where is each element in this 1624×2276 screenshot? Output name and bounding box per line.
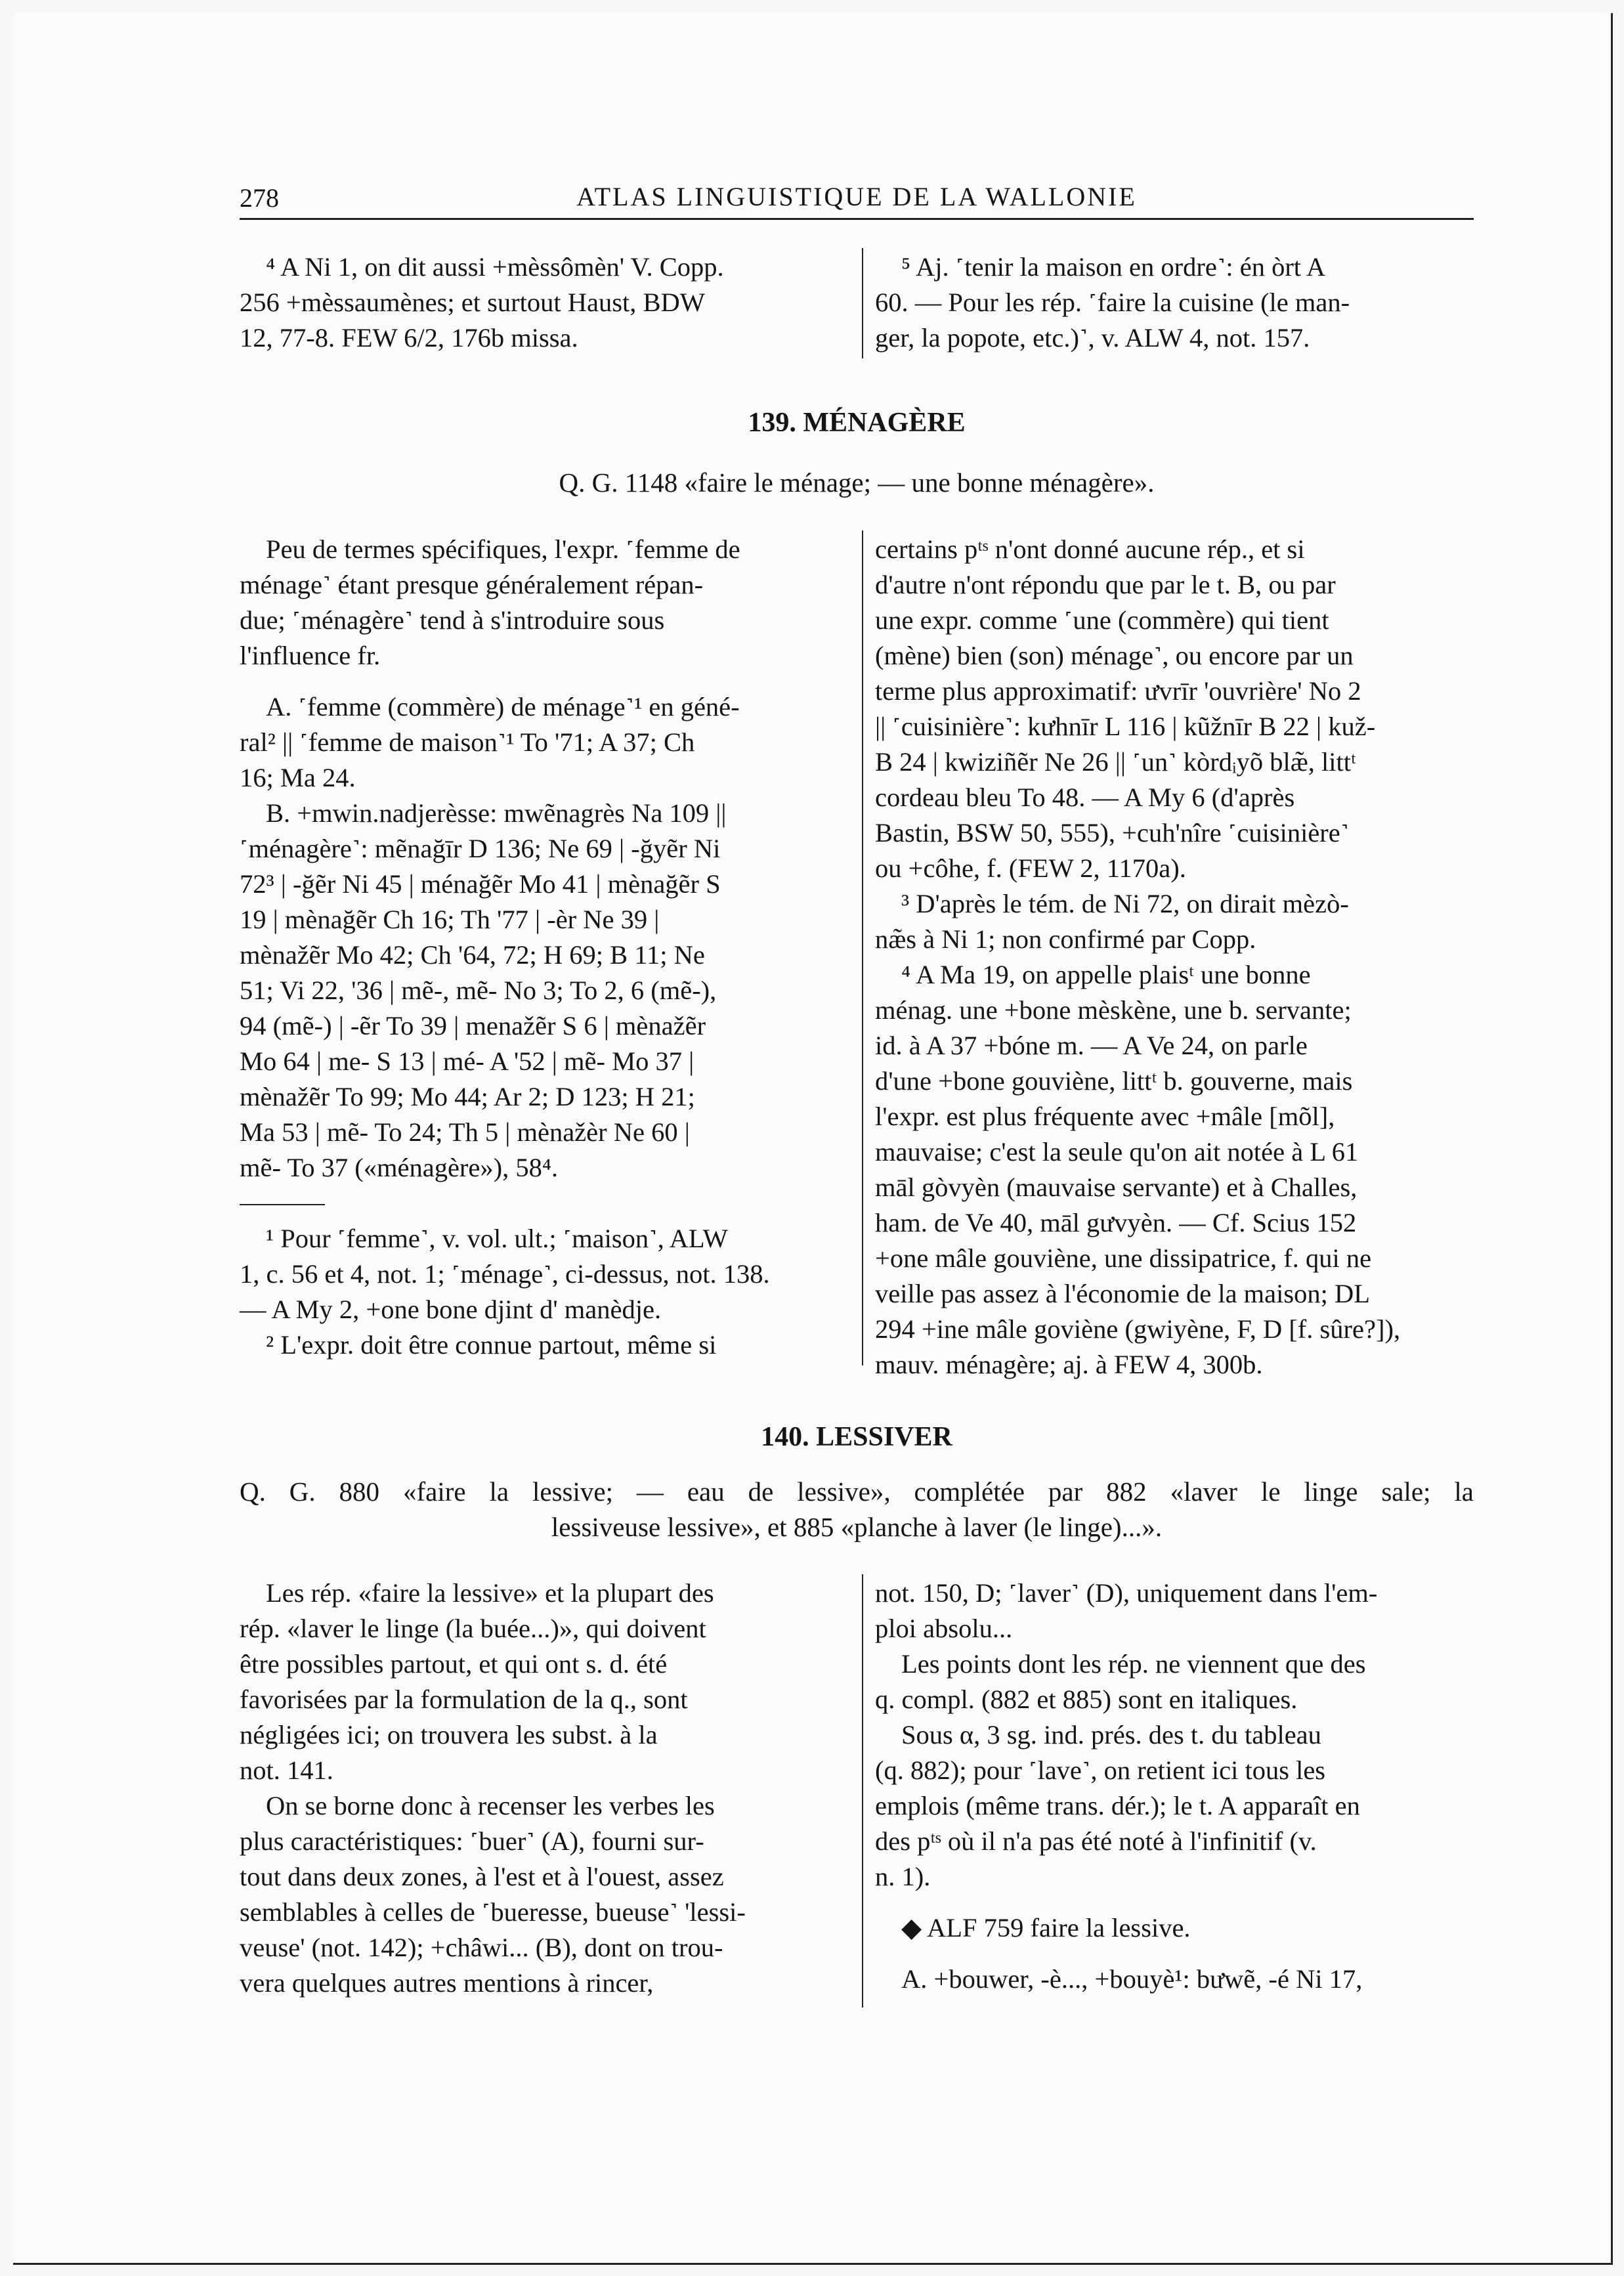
section-140-right-column bbox=[875, 1576, 1474, 1997]
text-line: ⁴ A Ma 19, on appelle plaisᵗ une bonne bbox=[901, 960, 1311, 989]
text-line: veille pas assez à l'économie de la maison; DL bbox=[875, 1279, 1371, 1308]
text-line: emplois (même trans. dér.); le t. A apparaît en bbox=[875, 1791, 1360, 1820]
text-line: ˹ménagère˺: mẽnağīr D 136; Ne 69 | -ğyẽr Ni bbox=[240, 834, 721, 863]
text-line: n. 1). bbox=[875, 1862, 931, 1891]
text-line: id. à A 37 +bóne m. — A Ve 24, on parle bbox=[875, 1031, 1308, 1060]
section-139-title: 139. MÉNAGÈRE bbox=[748, 408, 966, 438]
note-line: 12, 77-8. FEW 6/2, 176b missa. bbox=[240, 323, 578, 353]
footnote-rule bbox=[240, 1204, 325, 1205]
text-line: une expr. comme ˹une (commère) qui tient bbox=[875, 605, 1329, 635]
text-line: rép. «laver le linge (la buée...)», qui doivent bbox=[240, 1614, 706, 1643]
text-line: mènažẽr To 99; Mo 44; Ar 2; D 123; H 21; bbox=[240, 1082, 695, 1111]
text-line: || ˹cuisinière˺: kưhnīr L 116 | kũžnīr B 22 | kuž- bbox=[875, 712, 1376, 741]
footnote-line: ¹ Pour ˹femme˺, v. vol. ult.; ˹maison˺, ALW bbox=[266, 1224, 728, 1253]
text-line: ménag. une +bone mèskène, une b. servante; bbox=[875, 995, 1352, 1025]
section-139-left-column bbox=[240, 532, 838, 1363]
top-notes-left bbox=[240, 249, 838, 356]
section-140-left-column bbox=[240, 1576, 838, 2001]
section-140-question bbox=[240, 1474, 1474, 1545]
footnote-line: — A My 2, +one bone djint d' manèdje. bbox=[240, 1295, 662, 1324]
text-line: mauvaise; c'est la seule qu'on ait notée à L 61 bbox=[875, 1137, 1359, 1167]
text-line: (q. 882); pour ˹lave˺, on retient ici tous les bbox=[875, 1755, 1326, 1785]
section-140-title: 140. LESSIVER bbox=[761, 1422, 952, 1452]
text-line: due; ˹ménagère˺ tend à s'introduire sous bbox=[240, 605, 665, 635]
text-line: ³ D'après le tém. de Ni 72, on dirait mèzò- bbox=[901, 889, 1349, 918]
alf-reference: ◆ ALF 759 faire la lessive. bbox=[901, 1913, 1191, 1943]
text-line: ploi absolu... bbox=[875, 1614, 1013, 1643]
text-line: favorisées par la formulation de la q., sont bbox=[240, 1685, 688, 1714]
running-header bbox=[240, 181, 1474, 220]
page-number: 278 bbox=[240, 183, 279, 213]
text-line: être possibles partout, et qui ont s. d. été bbox=[240, 1649, 668, 1679]
text-line: 51; Vi 22, '36 | mẽ-, mẽ- No 3; To 2, 6 (mẽ-), bbox=[240, 976, 717, 1005]
text-line: veuse' (not. 142); +châwi... (B), dont on trou- bbox=[240, 1933, 723, 1962]
text-line: not. 141. bbox=[240, 1755, 333, 1785]
text-line: cordeau bleu To 48. — A My 6 (d'après bbox=[875, 783, 1295, 812]
note-line: 60. — Pour les rép. ˹faire la cuisine (le man- bbox=[875, 288, 1350, 317]
document-page bbox=[13, 13, 1613, 2265]
text-line: 16; Ma 24. bbox=[240, 763, 356, 792]
text-line: tout dans deux zones, à l'est et à l'ouest, assez bbox=[240, 1862, 724, 1891]
top-notes-right bbox=[875, 249, 1474, 356]
text-line: māl gòvyèn (mauvaise servante) et à Challes, bbox=[875, 1172, 1357, 1202]
text-line: d'une +bone gouviène, littᵗ b. gouverne, mais bbox=[875, 1066, 1353, 1096]
question-line: Q. G. 880 «faire la lessive; — eau de lessive», complétée par 882 «laver le linge sale; la bbox=[240, 1476, 1474, 1507]
text-line: terme plus approximatif: ưvrīr 'ouvrière' No 2 bbox=[875, 676, 1361, 706]
section-139-right-column bbox=[875, 532, 1474, 1383]
text-line: 19 | mènağẽr Ch 16; Th '77 | -èr Ne 39 | bbox=[240, 905, 660, 934]
text-line: Bastin, BSW 50, 555), +cuh'nîre ˹cuisinière˺ bbox=[875, 818, 1350, 848]
text-line: (mène) bien (son) ménage˺, ou encore par un bbox=[875, 641, 1354, 670]
text-line: des pᵗˢ où il n'a pas été noté à l'infinitif (v. bbox=[875, 1826, 1317, 1856]
text-line: Ma 53 | mẽ- To 24; Th 5 | mènažèr Ne 60 | bbox=[240, 1117, 690, 1147]
column-rule bbox=[862, 530, 863, 1365]
note-line: 256 +mèssaumènes; et surtout Haust, BDW bbox=[240, 288, 705, 317]
text-line: mauv. ménagère; aj. à FEW 4, 300b. bbox=[875, 1350, 1263, 1379]
text-line: ou +côhe, f. (FEW 2, 1170a). bbox=[875, 853, 1186, 883]
footnote-line: 1, c. 56 et 4, not. 1; ˹ménage˺, ci-dessus, not. 138. bbox=[240, 1259, 770, 1289]
text-line: certains pᵗˢ n'ont donné aucune rép., et si bbox=[875, 534, 1305, 564]
text-line: A. ˹femme (commère) de ménage˺¹ en géné- bbox=[266, 692, 740, 721]
text-line: Les rép. «faire la lessive» et la plupart des bbox=[266, 1578, 714, 1608]
text-line: +one mâle gouviène, une dissipatrice, f. qui ne bbox=[875, 1243, 1372, 1273]
text-line: On se borne donc à recenser les verbes les bbox=[266, 1791, 715, 1820]
note-line: ⁴ A Ni 1, on dit aussi +mèssômèn' V. Copp. bbox=[266, 252, 724, 282]
text-line: Mo 64 | me- S 13 | mé- A '52 | mẽ- Mo 37 | bbox=[240, 1046, 694, 1076]
text-line: Peu de termes spécifiques, l'expr. ˹femme de bbox=[266, 534, 740, 564]
section-139-question: Q. G. 1148 «faire le ménage; — une bonne ménagère». bbox=[559, 467, 1155, 498]
footnote-line: ² L'expr. doit être connue partout, même si bbox=[266, 1330, 717, 1360]
text-line: mẽ- To 37 («ménagère»), 58⁴. bbox=[240, 1153, 559, 1182]
note-line: ⁵ Aj. ˹tenir la maison en ordre˺: én òrt A bbox=[901, 252, 1326, 282]
text-line: négligées ici; on trouvera les subst. à la bbox=[240, 1720, 658, 1750]
note-line: ger, la popote, etc.)˺, v. ALW 4, not. 157. bbox=[875, 323, 1310, 353]
text-line: d'autre n'ont répondu que par le t. B, ou par bbox=[875, 570, 1336, 599]
text-line: mènažẽr Mo 42; Ch '64, 72; H 69; B 11; Ne bbox=[240, 940, 705, 970]
text-line: ral² || ˹femme de maison˺¹ To '71; A 37; Ch bbox=[240, 727, 695, 757]
text-line: B. +mwin.nadjerèsse: mwẽnagrès Na 109 || bbox=[266, 798, 727, 828]
text-line: Les points dont les rép. ne viennent que des bbox=[901, 1649, 1366, 1679]
text-line: plus caractéristiques: ˹buer˺ (A), fourni sur- bbox=[240, 1826, 704, 1856]
text-line: 94 (mẽ-) | -ẽr To 39 | menažẽr S 6 | mènažẽr bbox=[240, 1011, 706, 1041]
text-line: q. compl. (882 et 885) sont en italiques. bbox=[875, 1685, 1298, 1714]
running-title: ATLAS LINGUISTIQUE DE LA WALLONIE bbox=[576, 182, 1137, 211]
text-line: ham. de Ve 40, māl gưvyèn. — Cf. Scius 152 bbox=[875, 1208, 1357, 1237]
text-line: not. 150, D; ˹laver˺ (D), uniquement dans l'em- bbox=[875, 1578, 1378, 1608]
text-line: 72³ | -ğẽr Ni 45 | ménağẽr Mo 41 | mènağẽr S bbox=[240, 869, 721, 899]
question-line: lessiveuse lessive», et 885 «planche à laver (le linge)...». bbox=[551, 1512, 1163, 1542]
text-line: A. +bouwer, -è..., +bouyè¹: bưwẽ, -é Ni 17, bbox=[901, 1964, 1363, 1994]
column-rule bbox=[862, 1574, 863, 2008]
text-line: l'influence fr. bbox=[240, 641, 381, 670]
text-line: 294 +ine mâle goviène (gwiyène, F, D [f. sûre?]), bbox=[875, 1314, 1401, 1344]
text-line: ménage˺ étant presque généralement répan- bbox=[240, 570, 704, 599]
text-line: vera quelques autres mentions à rincer, bbox=[240, 1968, 654, 1998]
column-rule bbox=[862, 248, 863, 358]
text-line: næ̃s à Ni 1; non confirmé par Copp. bbox=[875, 924, 1256, 954]
text-line: l'expr. est plus fréquente avec +mâle [mõl], bbox=[875, 1102, 1335, 1131]
text-line: semblables à celles de ˹bueresse, bueuse˺ 'lessi- bbox=[240, 1897, 746, 1927]
text-line: Sous α, 3 sg. ind. prés. des t. du tableau bbox=[901, 1720, 1321, 1750]
text-line: B 24 | kwiziñẽr Ne 26 || ˹un˺ kòrdᵢyõ blæ̃, littᵗ bbox=[875, 747, 1356, 777]
